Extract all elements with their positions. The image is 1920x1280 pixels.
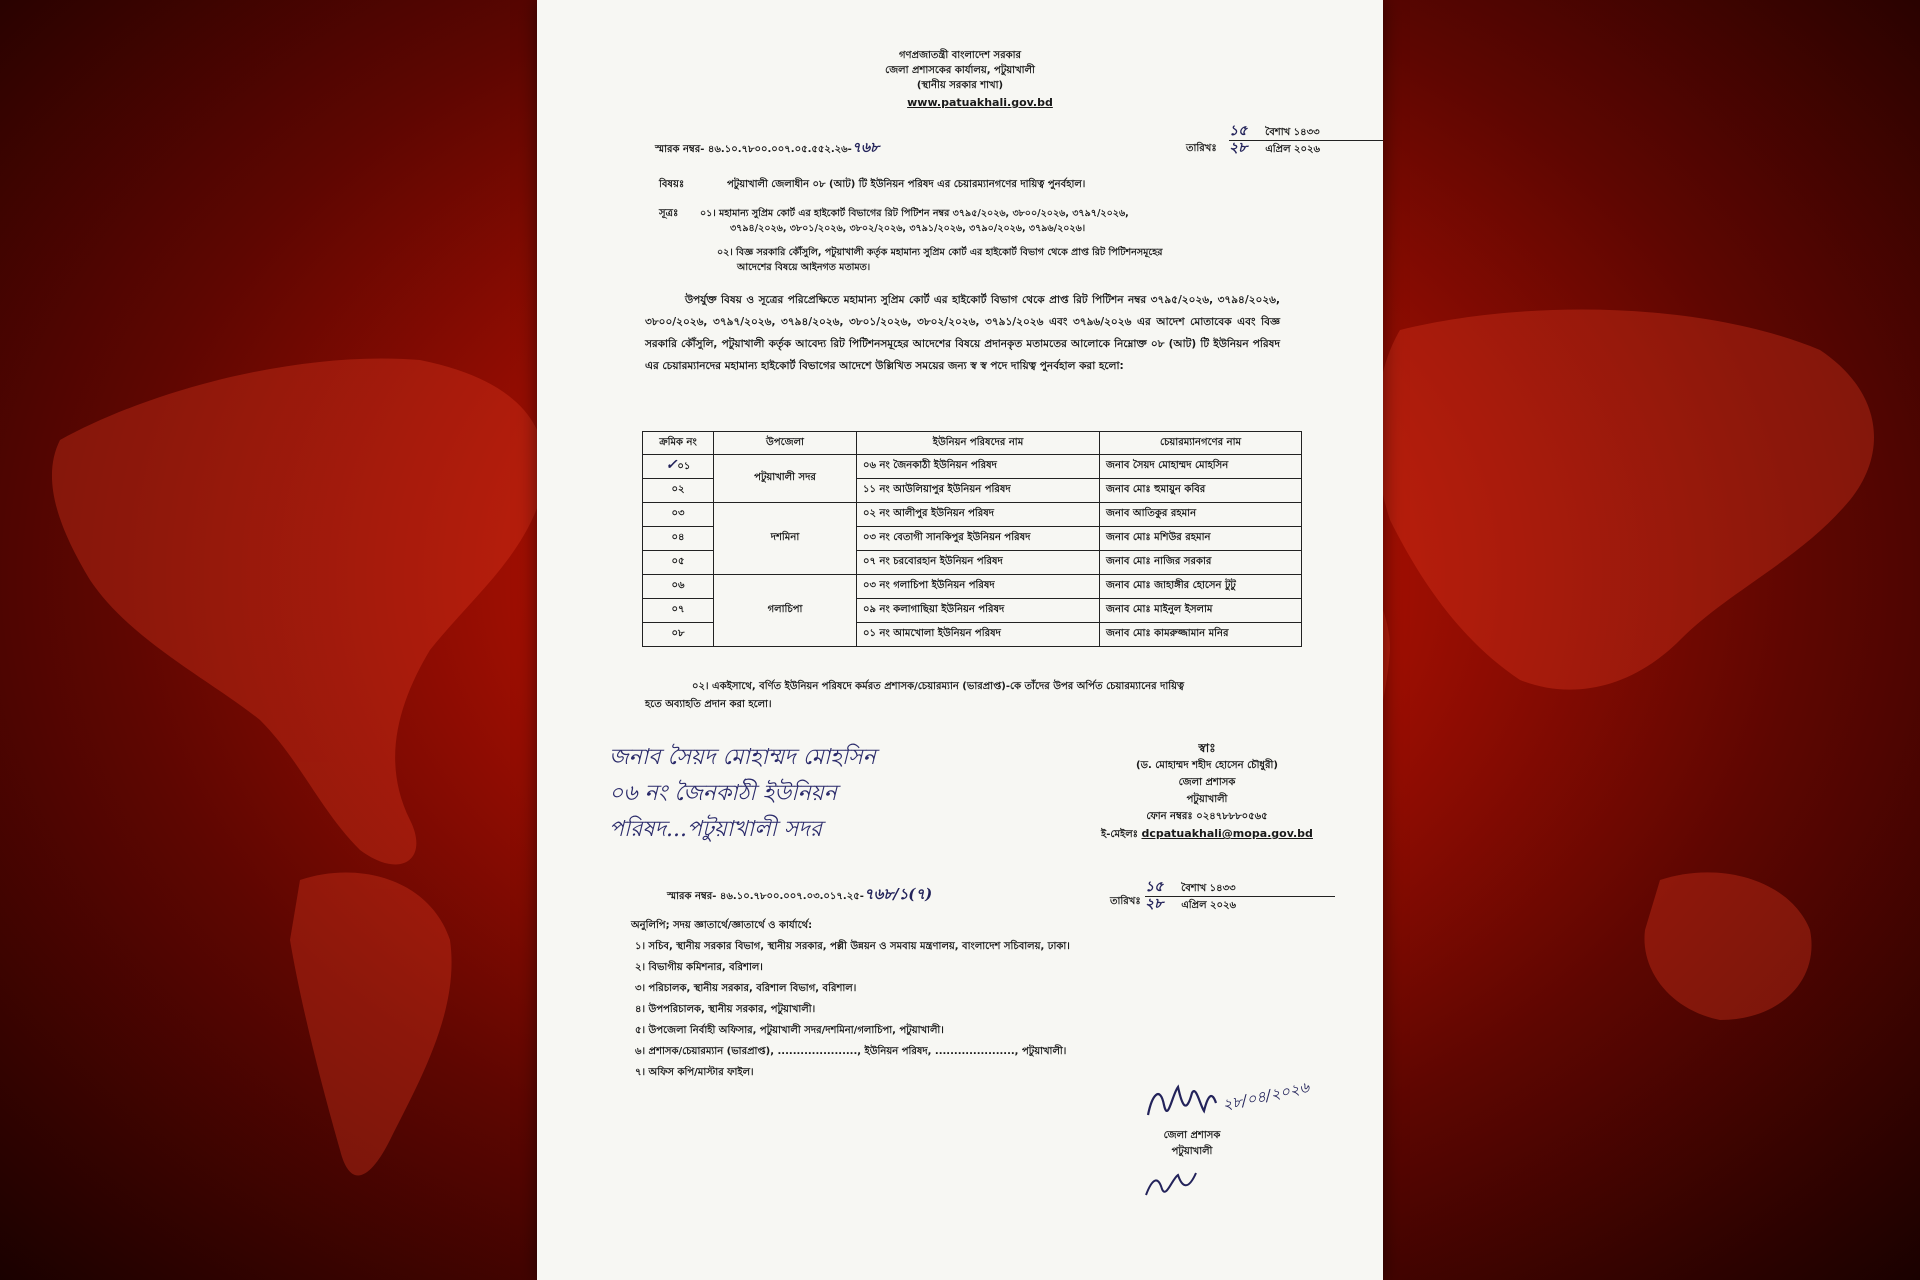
paragraph-2-line-1: ০২। একইসাথে, বর্ণিত ইউনিয়ন পরিষদে কর্মরত প্রশাসক/চেয়ারম্যান (ভারপ্রাপ্ত)-কে তাঁদের উপর অর্পিত চেয়ারম্যানের দায়িত্ব	[692, 681, 1185, 692]
row-chairman: জনাব মোঃ জাহাঙ্গীর হোসেন টুটু	[1100, 575, 1302, 599]
signature-date: ২৮/০৪/২০২৬	[1220, 1078, 1311, 1114]
body-paragraph: উপর্যুক্ত বিষয় ও সূত্রের পরিপ্রেক্ষিতে মহামান্য সুপ্রিম কোর্ট এর হাইকোর্ট বিভাগ থেকে প্রাপ্ত রিট পিটিশন নম্বর ৩৭৯৫/২০২৬, ৩৭৯৪/২০২৬, ৩৮০০/২০২৬, ৩৭৯৭/২০২৬, ৩৭৯৪/২০২৬, ৩৮০১/২০২৬, ৩৮০২/২০২৬, ৩৭৯১/২০২৬ এবং ৩৭৯৬/২০২৬ এর আদেশ মোতাবেক এবং বিজ্ঞ সরকারি কৌঁসুলি, পটুয়াখালী কর্তৃক আবেদ্য রিট পিটিশনসমূহের আদেশের বিষয়ে প্রদানকৃত মতামতের আলোকে নিম্নোক্ত ০৮ (আট) টি ইউনিয়ন পরিষদ এর চেয়ারম্যানদের মহামান্য হাইকোর্ট বিভাগের আদেশে উল্লিখিত সময়ের জন্য স্ব স্ব পদে দায়িত্ব পুনর্বহাল করা হলো:	[645, 294, 1280, 372]
signatory-designation: জেলা প্রশাসক	[1178, 777, 1236, 788]
reference-label: সূত্রঃ	[659, 208, 679, 219]
table-row	[643, 575, 1302, 599]
row-union: ০৯ নং কলাগাছিয়া ইউনিয়ন পরিষদ	[857, 599, 1100, 623]
reference-item-2-line-2: আদেশের বিষয়ে আইনগত মতামত।	[737, 262, 871, 273]
row-union: ১১ নং আউলিয়াপুর ইউনিয়ন পরিষদ	[857, 479, 1100, 503]
initials-scribble-icon	[1142, 1165, 1202, 1205]
government-title: গণপ্রজাতন্ত্রী বাংলাদেশ সরকার	[899, 50, 1021, 61]
table-row	[643, 503, 1302, 527]
reference-item-1-line-1: ০১। মহামান্য সুপ্রিম কোর্ট এর হাইকোর্ট বিভাগের রিট পিটিশন নম্বর ৩৭৯৫/২০২৬, ৩৮০০/২০২৬, ৩৭৯৭/২০২৬,	[700, 208, 1129, 219]
header-chairman: চেয়ারম্যানগণের নাম	[1100, 432, 1302, 455]
header-upazila: উপজেলা	[714, 432, 857, 455]
copy-list	[631, 915, 1070, 1083]
list-item: ৩। পরিচালক, স্থানীয় সরকার, বরিশাল বিভাগ, বরিশাল।	[635, 983, 857, 994]
handwritten-line-1: জনাব সৈয়দ মোহাম্মদ মোহসিন	[609, 745, 876, 770]
office-name: জেলা প্রশাসকের কার্যালয়, পটুয়াখালী	[885, 65, 1035, 76]
memo-date-bangla-day: ১৫	[1229, 123, 1248, 139]
memo2-date-label: তারিখঃ	[1110, 896, 1141, 907]
memo-date-english-day: ২৮	[1229, 140, 1248, 156]
checkmark-icon: ✓	[665, 457, 678, 473]
row-serial: ০৪	[643, 527, 714, 551]
memo2-date-bangla-day: ১৫	[1145, 879, 1164, 895]
handwritten-line-2: ০৬ নং জৈনকাঠী ইউনিয়ন	[609, 781, 837, 806]
row-serial: ✓০১	[643, 455, 714, 479]
row-union: ০৭ নং চরবোরহান ইউনিয়ন পরিষদ	[857, 551, 1100, 575]
list-item: ৫। উপজেলা নির্বাহী অফিসার, পটুয়াখালী সদর/দশমিনা/গলাচিপা, পটুয়াখালী।	[635, 1025, 944, 1036]
memo2-number-handwritten: ৭৬৮/১(৭)	[863, 885, 933, 903]
header-serial: ক্রমিক নং	[643, 432, 714, 455]
signatory-phone: ফোন নম্বরঃ ০২৪৭৮৮৮০৫৬৫	[1146, 811, 1268, 822]
signatory-name: (ড. মোহাম্মদ শহীদ হোসেন চৌধুরী)	[1136, 760, 1278, 771]
memo-number	[655, 141, 879, 157]
memo-number-label: স্মারক নম্বর- ৪৬.১০.৭৮০০.০০৭.০৫.৫৫২.২৬-	[655, 144, 852, 155]
row-serial: ০৭	[643, 599, 714, 623]
memo2-date-bangla: বৈশাখ ১৪৩৩	[1181, 883, 1236, 894]
row-union: ০৩ নং বেতাগী সানকিপুর ইউনিয়ন পরিষদ	[857, 527, 1100, 551]
list-item: ৬। প্রশাসক/চেয়ারম্যান (ভারপ্রাপ্ত), ....................., ইউনিয়ন পরিষদ, ....................., পটুয়াখালী।	[635, 1046, 1067, 1057]
subject-label: বিষয়ঃ	[659, 179, 685, 190]
row-union: ০২ নং আলীপুর ইউনিয়ন পরিষদ	[857, 503, 1100, 527]
row-union: ০৩ নং গলাচিপা ইউনিয়ন পরিষদ	[857, 575, 1100, 599]
row-serial: ০৩	[643, 503, 714, 527]
memo-date	[1229, 124, 1383, 157]
reference-item-2-line-1: ০২। বিজ্ঞ সরকারি কৌঁসুলি, পটুয়াখালী কর্তৃক মহামান্য সুপ্রিম কোর্ট এর হাইকোর্ট বিভাগ থেকে প্রাপ্ত রিট পিটিশনসমূহের	[717, 247, 1163, 258]
signatory-email[interactable]: dcpatuakhali@mopa.gov.bd	[1141, 827, 1313, 840]
row-chairman: জনাব মোঃ কামরুজ্জামান মনির	[1100, 623, 1302, 647]
list-item: ৭। অফিস কপি/মাস্টার ফাইল।	[635, 1067, 754, 1078]
reference-item-1	[700, 206, 1129, 236]
row-serial: ০৬	[643, 575, 714, 599]
handwritten-line-3: পরিষদ...পটুয়াখালী সদর	[609, 817, 822, 842]
memo2-date-english: এপ্রিল ২০২৬	[1181, 900, 1237, 911]
signatory-block	[1087, 740, 1327, 843]
government-notice-document	[537, 0, 1383, 1280]
row-serial: ০২	[643, 479, 714, 503]
row-chairman: জনাব মোঃ মাইনুল ইসলাম	[1100, 599, 1302, 623]
memo2-date-english-day: ২৮	[1145, 896, 1164, 912]
memo-date-english: এপ্রিল ২০২৬	[1265, 144, 1321, 155]
section-name: (স্থানীয় সরকার শাখা)	[916, 80, 1004, 91]
memo2-date	[1145, 880, 1365, 913]
memo-number-handwritten: ৭৬৮	[851, 140, 880, 156]
table-header-row	[643, 432, 1302, 455]
reference-item-2	[717, 245, 1162, 275]
row-upazila: গলাচিপা	[714, 575, 857, 647]
row-upazila: দশমিনা	[714, 503, 857, 575]
header-union: ইউনিয়ন পরিষদের নাম	[857, 432, 1100, 455]
chairman-table	[642, 431, 1302, 647]
subject-text: পটুয়াখালী জেলাধীন ০৮ (আট) টি ইউনিয়ন পরিষদ এর চেয়ারম্যানগণের দায়িত্ব পুনর্বহাল।	[727, 179, 1086, 190]
memo2-number	[667, 887, 932, 904]
signed-mark: স্বাঃ	[1198, 741, 1216, 755]
signatory-district: পটুয়াখালী	[1186, 794, 1228, 805]
row-chairman: জনাব মোঃ নাজির সরকার	[1100, 551, 1302, 575]
memo-date-label: তারিখঃ	[1186, 143, 1217, 154]
bottom-signatory-district: পটুয়াখালী	[1171, 1146, 1213, 1157]
bottom-signatory	[1147, 1128, 1237, 1160]
row-serial: ০৮	[643, 623, 714, 647]
row-union: ০১ নং আমখোলা ইউনিয়ন পরিষদ	[857, 623, 1100, 647]
bottom-signatory-designation: জেলা প্রশাসক	[1163, 1130, 1221, 1141]
row-chairman: জনাব সৈয়দ মোহাম্মদ মোহসিন	[1100, 455, 1302, 479]
paragraph-2-line-2: হতে অব্যাহতি প্রদান করা হলো।	[645, 699, 772, 710]
list-item: ২। বিভাগীয় কমিশনার, বরিশাল।	[635, 962, 763, 973]
row-union: ০৬ নং জৈনকাঠী ইউনিয়ন পরিষদ	[857, 455, 1100, 479]
row-chairman: জনাব আতিকুর রহমান	[1100, 503, 1302, 527]
copy-title: অনুলিপি; সদয় জ্ঞাতার্থে/জ্ঞাতার্থে ও কার্যার্থে:	[631, 920, 813, 931]
website-link[interactable]: www.patuakhali.gov.bd	[907, 96, 1053, 109]
row-serial: ০৫	[643, 551, 714, 575]
row-chairman: জনাব মোঃ মশিউর রহমান	[1100, 527, 1302, 551]
reference-item-1-line-2: ৩৭৯৪/২০২৬, ৩৮০১/২০২৬, ৩৮০২/২০২৬, ৩৭৯১/২০২৬, ৩৭৯০/২০২৬, ৩৭৯৬/২০২৬।	[730, 223, 1086, 234]
memo-date-bangla: বৈশাখ ১৪৩৩	[1265, 127, 1320, 138]
table-row	[643, 455, 1302, 479]
email-label: ই-মেইলঃ	[1101, 829, 1138, 840]
handwritten-note	[609, 740, 876, 848]
memo2-number-label: স্মারক নম্বর- ৪৬.১০.৭৮০০.০০৭.০৩.০১৭.২৫-	[667, 891, 864, 902]
row-chairman: জনাব মোঃ হুমায়ুন কবির	[1100, 479, 1302, 503]
row-upazila: পটুয়াখালী সদর	[714, 455, 857, 503]
list-item: ৪। উপপরিচালক, স্থানীয় সরকার, পটুয়াখালী।	[635, 1004, 816, 1015]
list-item: ১। সচিব, স্থানীয় সরকার বিভাগ, স্থানীয় সরকার, পল্লী উন্নয়ন ও সমবায় মন্ত্রণালয়, বাংলাদেশ সচিবালয়, ঢাকা।	[635, 941, 1070, 952]
